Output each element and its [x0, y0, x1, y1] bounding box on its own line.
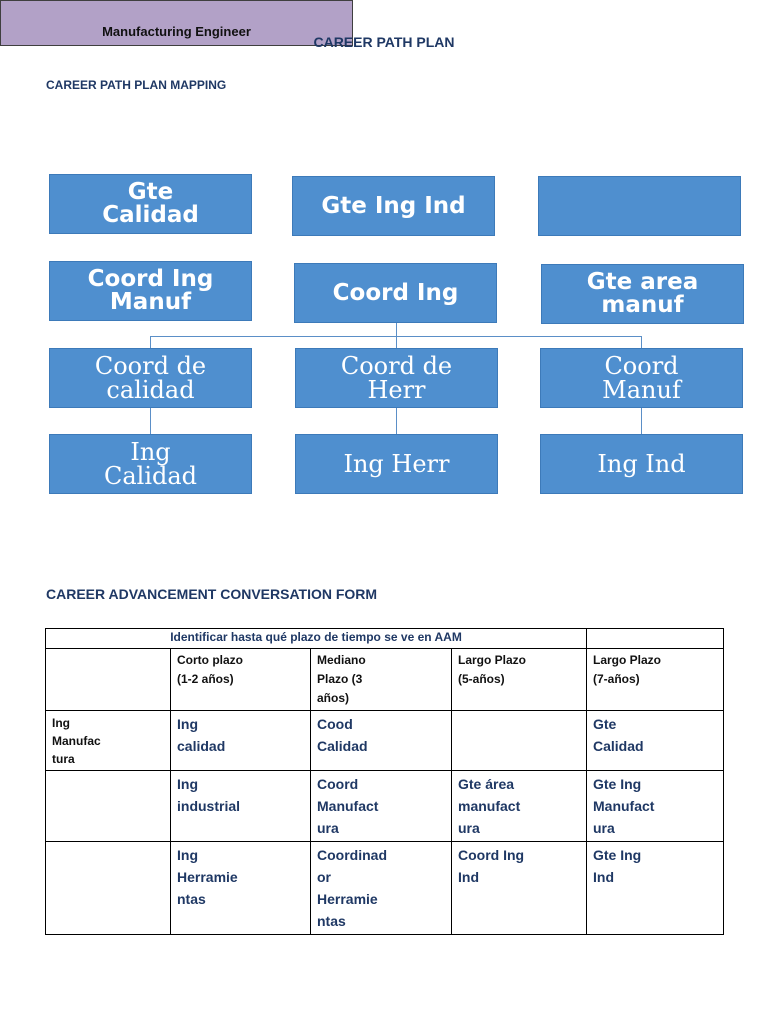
node-label: Ing Herr [343, 450, 450, 478]
table-cell [452, 711, 587, 771]
table-cell: Ing Herramie ntas [171, 842, 311, 935]
column-header: Corto plazo (1-2 años) [171, 649, 311, 711]
node-coord-ing-manuf [49, 261, 252, 321]
section-heading-mapping: CAREER PATH PLAN MAPPING [46, 78, 227, 92]
row-label [46, 842, 171, 935]
node-label: Ing Calidad [103, 438, 198, 490]
node-coord-herr [295, 348, 498, 408]
node-label: Coord Ing [332, 279, 459, 306]
current-role-label: Manufacturing Engineer [102, 24, 251, 39]
table-row [46, 771, 724, 842]
connector-left-lower [150, 408, 151, 435]
row-label [46, 771, 171, 842]
table-cell: Gte Calidad [587, 711, 724, 771]
node-label: Coord Manuf [602, 352, 681, 404]
table-cell: Coord Ing Ind [452, 842, 587, 935]
node-label: Coord de Herr [340, 352, 453, 404]
table-cell: Gte área manufact ura [452, 771, 587, 842]
node-label: Coord Ing Manuf [87, 266, 214, 315]
row-label: Ing Manufac tura [46, 711, 171, 771]
table-row [46, 842, 724, 935]
node-label: Ing Ind [597, 450, 686, 478]
node-coord-ing [294, 263, 497, 323]
column-header: Mediano Plazo (3 años) [311, 649, 452, 711]
connector-vertical-top [396, 323, 397, 337]
table-cell: Ing calidad [171, 711, 311, 771]
node-gte-ing-ind [292, 176, 495, 236]
node-coord-calidad [49, 348, 252, 408]
table-cell [46, 649, 171, 711]
page-title: CAREER PATH PLAN [313, 34, 455, 50]
table-cell: Coord Manufact ura [311, 771, 452, 842]
node-coord-manuf [540, 348, 743, 408]
node-ing-herr [295, 434, 498, 494]
table-row [46, 711, 724, 771]
node-gte-calidad [49, 174, 252, 234]
node-label: Gte area manuf [586, 269, 699, 318]
connector-right-lower [641, 408, 642, 435]
node-empty [538, 176, 741, 236]
column-header: Largo Plazo (5-años) [452, 649, 587, 711]
node-ing-calidad [49, 434, 252, 494]
table-cell: Gte Ing Manufact ura [587, 771, 724, 842]
node-label: Coord de calidad [94, 352, 207, 404]
table-cell: Gte Ing Ind [587, 842, 724, 935]
table-cell [587, 629, 724, 649]
table-cell: Ing industrial [171, 771, 311, 842]
table-row-identify [46, 629, 724, 649]
section-heading-form: CAREER ADVANCEMENT CONVERSATION FORM [46, 586, 378, 602]
conversation-form-table [45, 628, 724, 935]
node-ing-ind [540, 434, 743, 494]
identify-header: Identificar hasta qué plazo de tiempo se ve en AAM [46, 629, 587, 649]
column-header: Largo Plazo (7-años) [587, 649, 724, 711]
node-gte-area-manuf [541, 264, 744, 324]
node-label: Gte Calidad [102, 179, 199, 228]
table-cell: Coordinad or Herramie ntas [311, 842, 452, 935]
connector-mid-lower [396, 408, 397, 435]
node-label: Gte Ing Ind [321, 192, 466, 219]
table-cell: Cood Calidad [311, 711, 452, 771]
table-row-headers [46, 649, 724, 711]
